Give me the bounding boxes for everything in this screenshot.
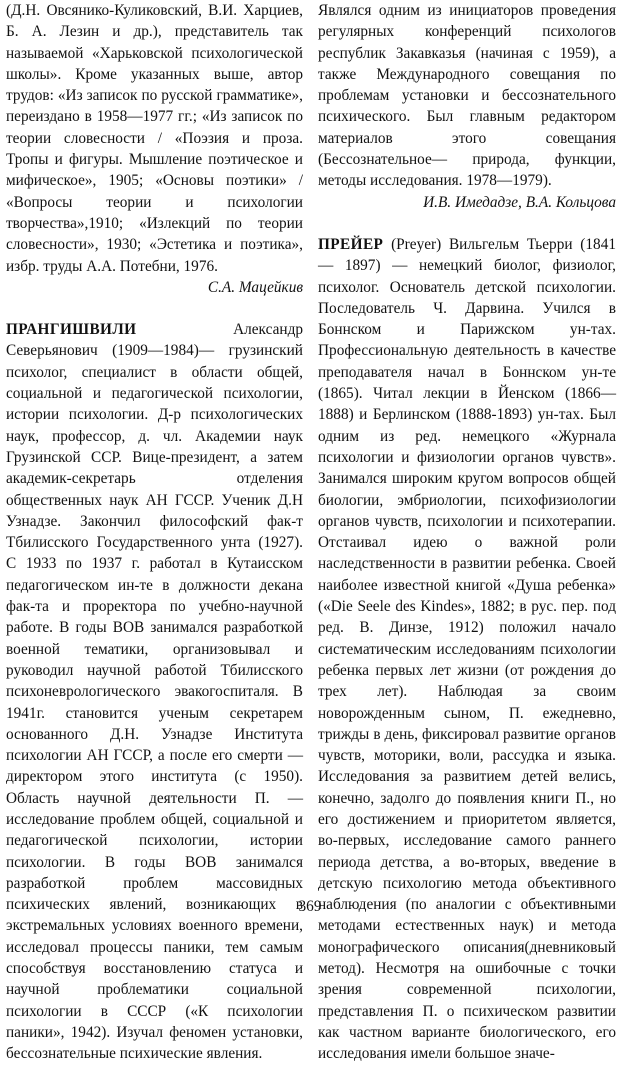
left-author-signature: С.А. Мацейкив [207, 278, 303, 296]
page-number: 369 [298, 898, 322, 915]
right-continuation-text: Являлся одним из инициаторов проведения регулярных конференций психологов республик Закавказья (начиная с 1959), а также Международного совещания по проблемам установки и бессознательного психического. Был главным редактором материалов этого совещания (Бессознательное— природа, функции, методы исследования. 1978—1979). [318, 2, 616, 190]
left-continuation-text: (Д.Н. Овсянико-Куликовский, В.И. Харциев, Б. А. Лезин и др.), представитель так называемой «Харьковской психологической школы». Кроме указанных выше, автор трудов: «Из записок по русской грамматике», переиздано в 1958—1977 гг.; «Из записок по теории словесности / «Поэзия и проза. Тропы и фигуры. Мышление поэтическое и мифическое», 1905; «Основы поэтики» / «Вопросы теории и психологии творчества»,1910; «Излекций по теории словесности», 1930; «Эстетика и поэтика», избр. труды А.А. Потебни, 1976. [6, 2, 303, 275]
entry-heading: ПРАНГИШВИЛИ [6, 321, 137, 339]
entry-preyer [318, 234, 616, 1065]
entry-body: Александр Северьянович (1909—1984)— грузинский психолог, специалист в области общей, социальной и педагогической психологии, истории психологии. Д-р психологических наук, профессор, д. чл. Академии наук Грузинской ССР. Вице-президент, а затем академик-секретарь отделения общественных наук АН ГССР. Ученик Д.Н Узнадзе. Закончил философский фак-т Тбилисского Государственного унта (1927). С 1933 по 1937 г. работал в Кутаисском педагогическом ин-те в должности декана фак-та и проректора по учебно-научной работе. В годы ВОВ занимался разработкой военной тематики, организовывал и руководил научной работой Тбилисского психоневрологического эвакогоспиталя. В 1941г. становится ученым секретарем основанного Д.Н. Узнадзе Института психологии АН ГССР, а после его смерти — директором этого института (с 1950). Область научной деятельности П. — исследование проблем общей, социальной и педагогической психологии, истории психологии. В годы ВОВ занимался разработкой проблем массовидных психических явлений, возникающих в экстремальных условиях военного времени, исследовал процессы паники, тем самым способствуя восстановлению статуса и научной проблематики социальной психологии в СССР («К психологии паники», 1942). Изучал феномен установки, бессознательные психические явления. [6, 321, 303, 1063]
entry-prangishvili [6, 319, 303, 1064]
right-author-signature: И.В. Имедадзе, В.А. Кольцова [423, 193, 616, 211]
entry-heading: ПРЕЙЕР [318, 235, 384, 253]
entry-separator [6, 298, 303, 319]
entry-separator [318, 213, 616, 234]
entry-body: (Preyer) Вильгельм Тьерри (1841 — 1897) — немецкий биолог, физиолог, психолог. Основатель детской психологии. Последователь Ч. Дарвина. Учился в Боннском и Парижском ун-тах. Профессиональную деятельность в качестве преподавателя начал в Боннском ун-те (1865). Читал лекции в Йенском (1866—1888) и Берлинском (1888-1893) ун-тах. Был одним из ред. немецкого «Журнала психологии и физиологии органов чувств». Занимался широким кругом вопросов общей биологии, эмбриологии, психофизиологии органов чувств, психологии и психотерапии. Отстаивал идею о важной роли наследственности в развитии ребенка. Своей наиболее известной книгой «Душа ребенка» («Die Seele des Kindes», 1882; в рус. пер. под ред. В. Динзе, 1912) положил начало систематическим исследованиям психологии ребенка первых лет жизни (от рождения до трех лет). Наблюдая за своим новорожденным сыном, П. ежедневно, трижды в день, фиксировал развитие органов чувств, моторики, воли, рассудка и языка. Исследования за развитием детей велись, конечно, задолго до появления книги П., но его достижением и приоритетом является, во-первых, исследование самого раннего периода детства, а во-вторых, введение в детскую психологию метода объективного наблюдения (по аналогии с объективными методами естественных наук) и метода монографического описания(дневниковый метод). Несмотря на ошибочные с точки зрения современной психологии, представления П. о психическом развитии как частном варианте биологического, его исследования имели большое значе- [318, 235, 616, 1063]
